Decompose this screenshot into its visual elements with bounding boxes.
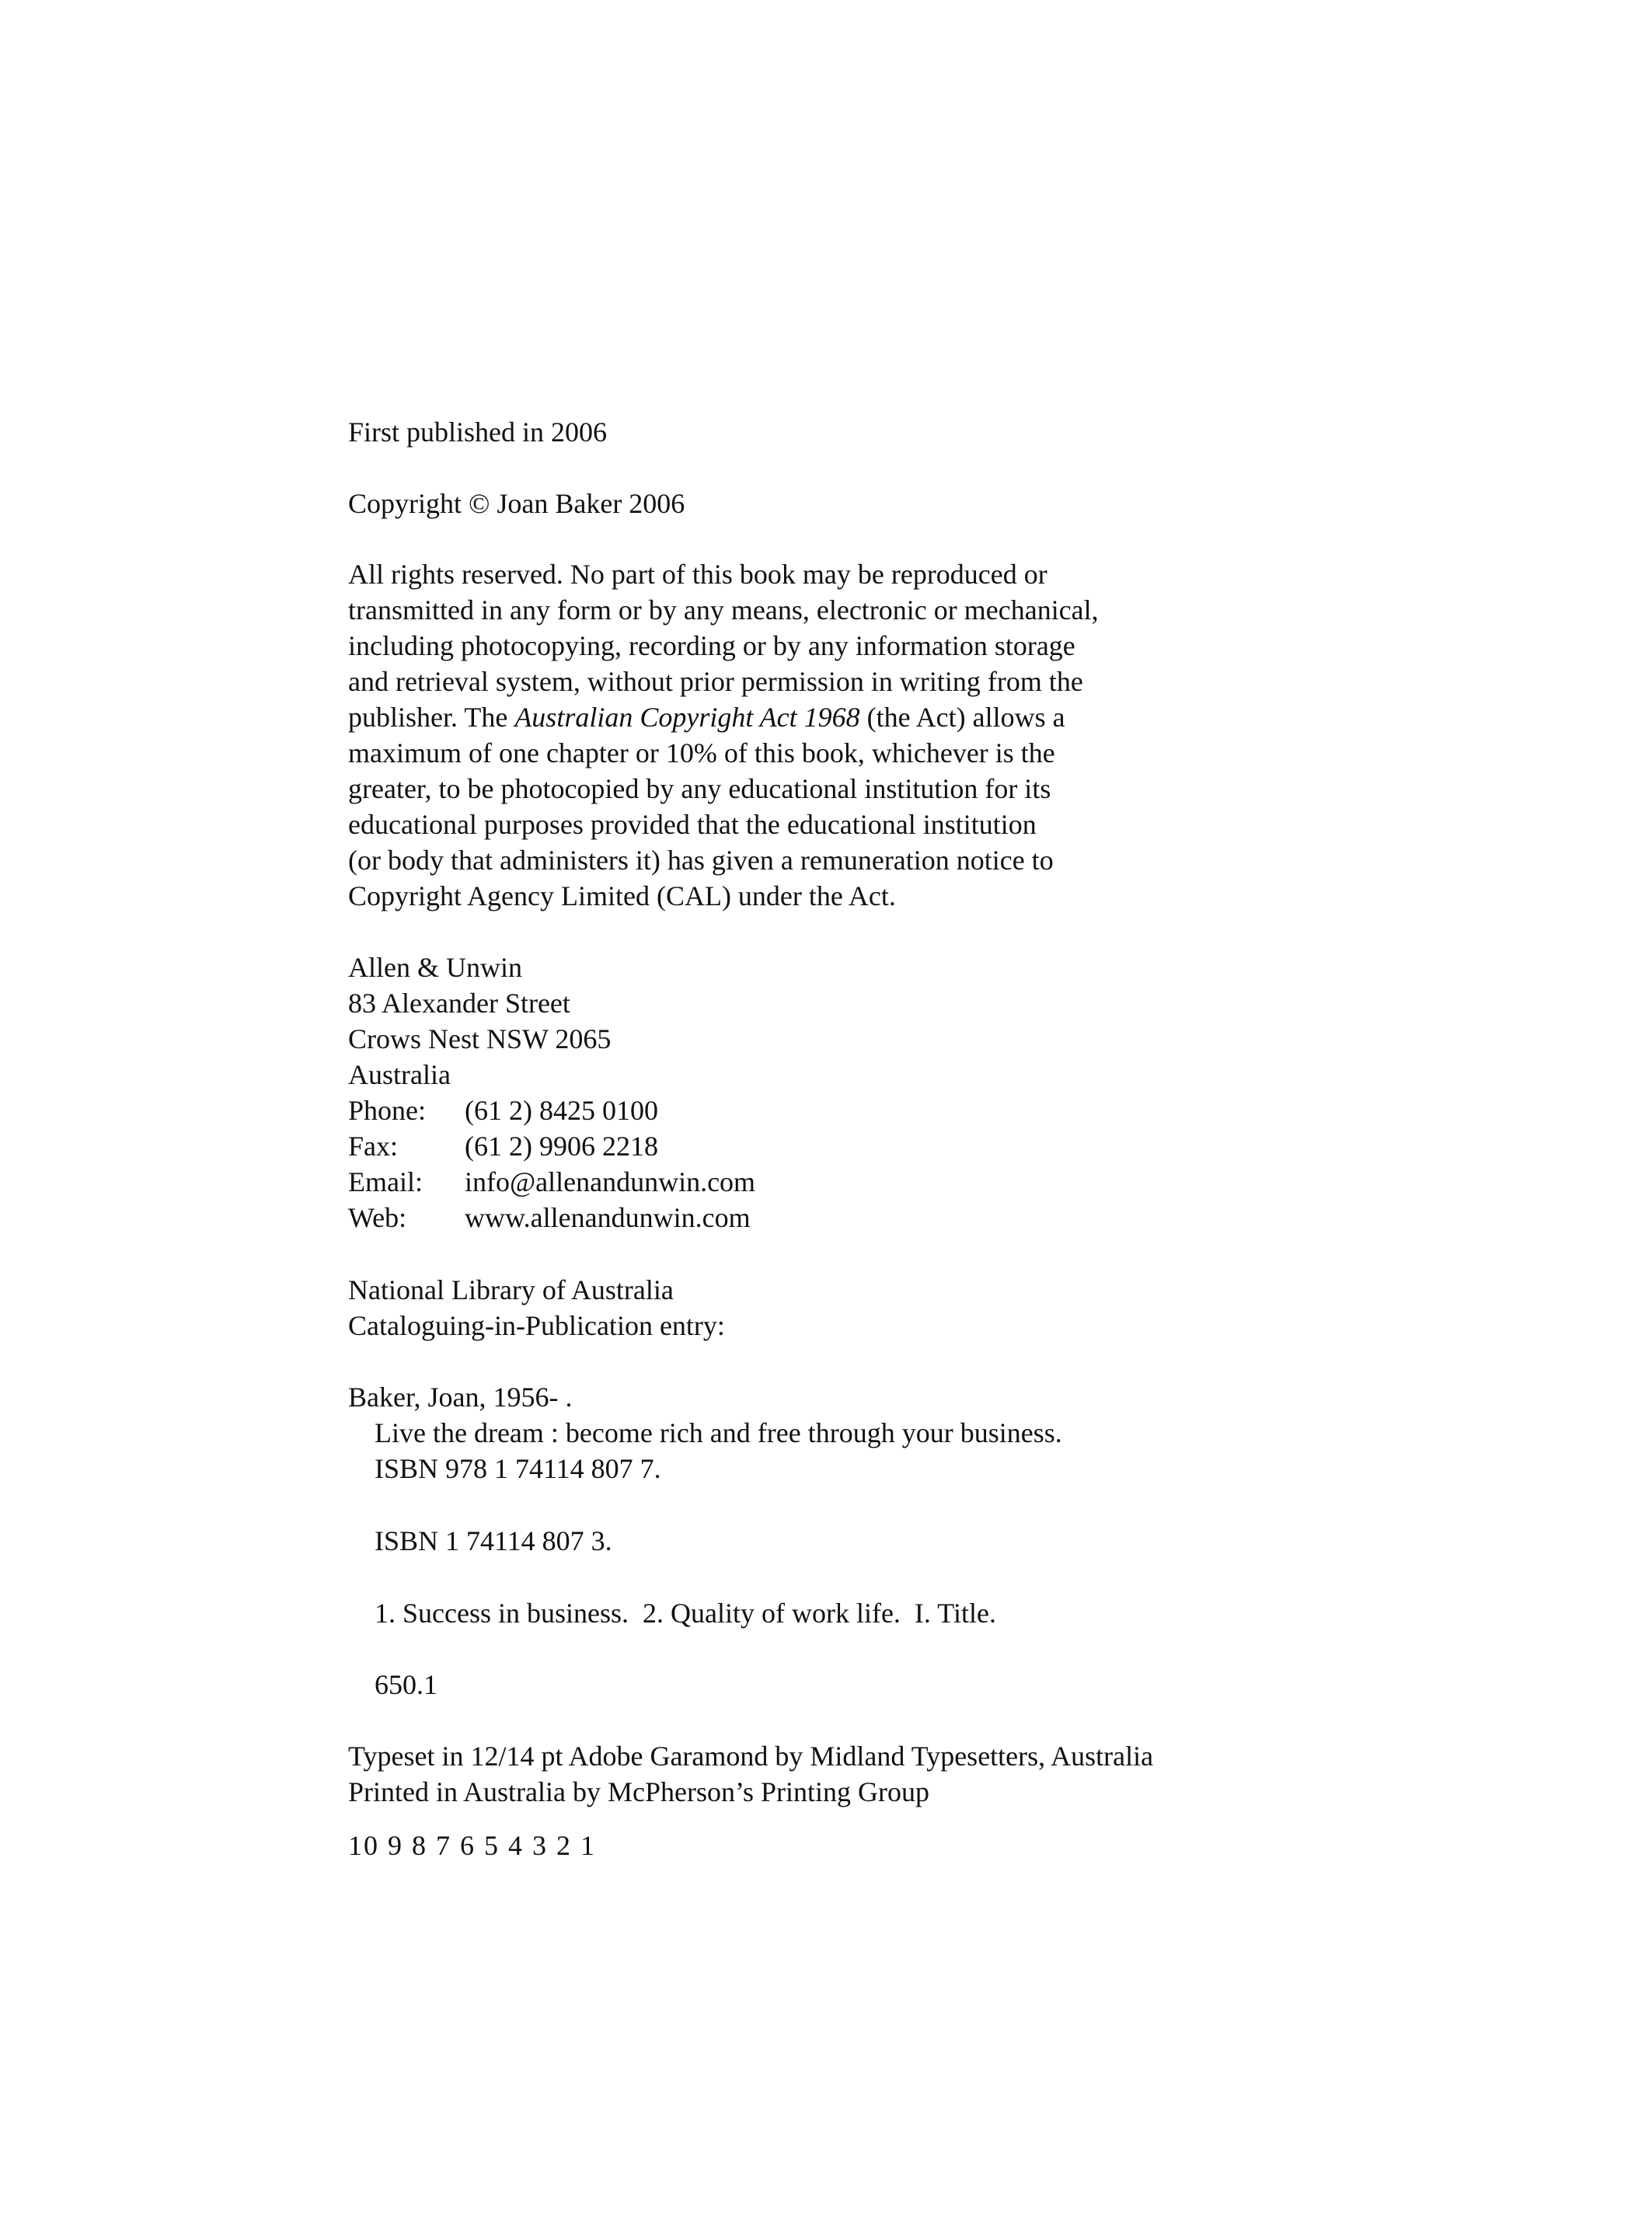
contact-value: (61 2) 8425 0100 <box>465 1095 658 1126</box>
rights-line <box>348 699 1319 735</box>
first-published-text: First published in 2006 <box>348 416 608 448</box>
copyright-text: Copyright © Joan Baker 2006 <box>348 488 685 519</box>
contact-value: info@allenandunwin.com <box>465 1166 756 1197</box>
publisher-street: 83 Alexander Street <box>348 988 570 1019</box>
rights-line: and retrieval system, without prior permission in writing from the <box>348 666 1083 697</box>
rights-line: maximum of one chapter or 10% of this book, whichever is the <box>348 737 1055 768</box>
printer-credit: Printed in Australia by McPherson’s Printing Group <box>348 1776 929 1807</box>
print-line: 10 9 8 7 6 5 4 3 2 1 <box>348 1830 596 1861</box>
act-title: Australian Copyright Act 1968 <box>514 702 860 733</box>
rights-line: including photocopying, recording or by any information storage <box>348 630 1075 661</box>
publisher-name: Allen & Unwin <box>348 952 522 983</box>
rights-line: All rights reserved. No part of this book may be reproduced or <box>348 559 1047 590</box>
catalog-dewey: 650.1 <box>375 1669 437 1700</box>
contact-web <box>348 1200 1319 1235</box>
cip-heading <box>348 1272 1319 1344</box>
rights-line: greater, to be photocopied by any educational institution for its <box>348 773 1051 804</box>
contact-fax <box>348 1128 1319 1164</box>
catalog-isbn10-block <box>348 1523 1319 1559</box>
copyright-notice <box>348 486 1319 521</box>
contact-label: Web: <box>348 1202 407 1233</box>
catalog-title: Live the dream : become rich and free through your business. <box>375 1417 1062 1448</box>
contact-label: Phone: <box>348 1095 427 1126</box>
contact-label: Email: <box>348 1166 423 1197</box>
catalog-subjects: 1. Success in business. 2. Quality of work life. I. Title. <box>375 1598 996 1629</box>
typeset-credit: Typeset in 12/14 pt Adobe Garamond by Midland Typesetters, Australia <box>348 1741 1154 1772</box>
catalog-subjects-block <box>348 1595 1319 1631</box>
contact-value: (61 2) 9906 2218 <box>465 1131 658 1162</box>
rights-line: transmitted in any form or by any means, electronic or mechanical, <box>348 594 1099 626</box>
rights-line: Copyright Agency Limited (CAL) under the Act. <box>348 880 896 911</box>
rights-text: publisher. The <box>348 702 515 733</box>
catalog-isbn10: ISBN 1 74114 807 3. <box>375 1525 612 1556</box>
print-line-block <box>348 1828 1319 1863</box>
production-credits <box>348 1738 1319 1810</box>
publisher-address <box>348 950 1319 1235</box>
rights-paragraph <box>348 556 1319 914</box>
catalog-dewey-block <box>348 1667 1319 1702</box>
rights-text: (the Act) allows a <box>859 702 1065 733</box>
publisher-city: Crows Nest NSW 2065 <box>348 1023 612 1054</box>
catalog-isbn13: ISBN 978 1 74114 807 7. <box>375 1453 661 1484</box>
publisher-country: Australia <box>348 1059 451 1090</box>
contact-label: Fax: <box>348 1131 399 1162</box>
rights-line: (or body that administers it) has given a remuneration notice to <box>348 845 1054 876</box>
catalog-entry <box>348 1379 1319 1486</box>
contact-email <box>348 1164 1319 1200</box>
cip-line: Cataloguing-in-Publication entry: <box>348 1310 725 1341</box>
catalog-author: Baker, Joan, 1956- . <box>348 1382 573 1413</box>
rights-line: educational purposes provided that the educational institution <box>348 809 1037 840</box>
contact-phone <box>348 1093 1319 1128</box>
first-published <box>348 414 1319 450</box>
contact-value: www.allenandunwin.com <box>465 1202 751 1233</box>
cip-line: National Library of Australia <box>348 1274 674 1305</box>
